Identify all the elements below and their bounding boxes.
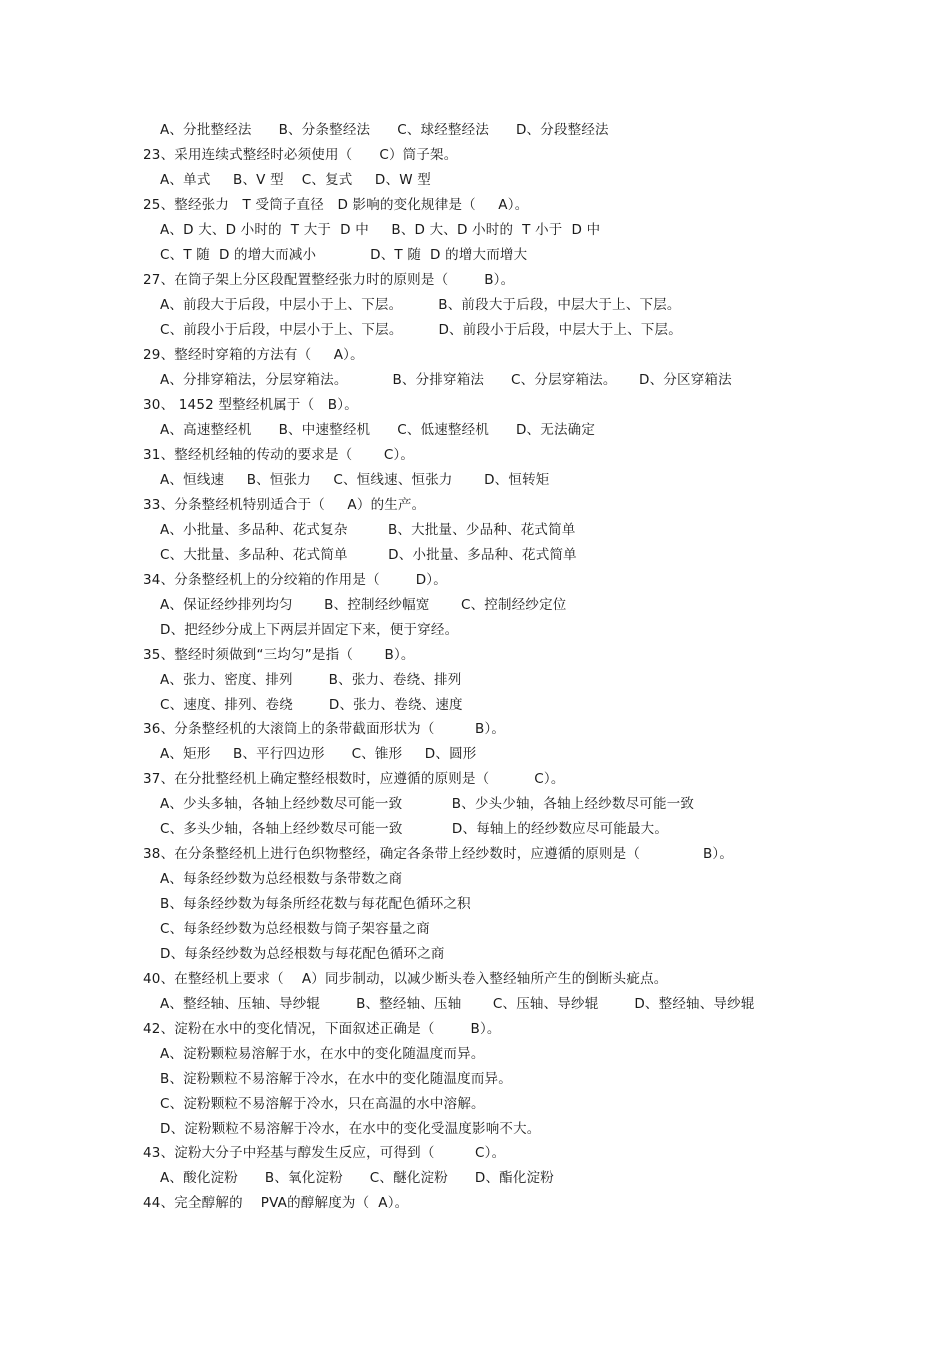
option-line: A、少头多轴，各轴上经纱数尽可能一致 B、少头少轴，各轴上经纱数尽可能一致: [160, 796, 695, 812]
option-line: A、分排穿箱法，分层穿箱法。 B、分排穿箱法 C、分层穿箱法。 D、分区穿箱法: [160, 372, 732, 388]
option-line: A、恒线速 B、恒张力 C、恒线速、恒张力 D、恒转矩: [160, 472, 550, 488]
option-line: A、矩形 B、平行四边形 C、锥形 D、圆形: [160, 746, 477, 762]
question-line: 40、在整经机上要求（ A）同步制动，以减少断头卷入整经轴所产生的倒断头疵点。: [143, 971, 668, 987]
question-line: 43、淀粉大分子中羟基与醇发生反应，可得到（ C）。: [143, 1145, 506, 1161]
question-line: 44、完全醇解的 PVA的醇解度为（ A）。: [143, 1195, 409, 1211]
option-line: C、每条经纱数为总经根数与筒子架容量之商: [160, 921, 430, 937]
question-line: 42、淀粉在水中的变化情况，下面叙述正确是（ B）。: [143, 1021, 501, 1037]
question-line: 34、分条整经机上的分绞箱的作用是（ D）。: [143, 572, 447, 588]
question-line: 30、 1452 型整经机属于（ B）。: [143, 397, 358, 413]
question-line: 35、整经时须做到“三均匀”是指（ B）。: [143, 647, 415, 663]
option-line: A、淀粉颗粒易溶解于水，在水中的变化随温度而异。: [160, 1046, 485, 1062]
option-line: C、大批量、多品种、花式简单 D、小批量、多品种、花式简单: [160, 547, 577, 563]
question-line: 36、分条整经机的大滚筒上的条带截面形状为（ B）。: [143, 721, 506, 737]
option-line: A、整经轴、压轴、导纱辊 B、整经轴、压轴 C、压轴、导纱辊 D、整经轴、导纱辊: [160, 996, 755, 1012]
option-line: C、多头少轴，各轴上经纱数尽可能一致 D、每轴上的经纱数应尽可能最大。: [160, 821, 669, 837]
option-line: A、分批整经法 B、分条整经法 C、球经整经法 D、分段整经法: [160, 122, 609, 138]
question-line: 25、整经张力 T 受筒子直径 D 影响的变化规律是（ A）。: [143, 197, 529, 213]
option-line: A、前段大于后段，中层小于上、下层。 B、前段大于后段，中层大于上、下层。: [160, 297, 681, 313]
option-line: B、淀粉颗粒不易溶解于冷水，在水中的变化随温度而异。: [160, 1071, 512, 1087]
option-line: C、T 随 D 的增大而减小 D、T 随 D 的增大而增大: [160, 247, 528, 263]
option-line: C、速度、排列、卷绕 D、张力、卷绕、速度: [160, 697, 463, 713]
option-line: A、保证经纱排列均匀 B、控制经纱幅宽 C、控制经纱定位: [160, 597, 567, 613]
question-line: 37、在分批整经机上确定整经根数时，应遵循的原则是（ C）。: [143, 771, 565, 787]
question-line: 23、采用连续式整经时必须使用（ C）筒子架。: [143, 147, 458, 163]
question-line: 29、整经时穿箱的方法有（ A）。: [143, 347, 364, 363]
option-line: A、每条经纱数为总经根数与条带数之商: [160, 871, 403, 887]
option-line: A、高速整经机 B、中速整经机 C、低速整经机 D、无法确定: [160, 422, 596, 438]
option-line: D、每条经纱数为总经根数与每花配色循环之商: [160, 946, 445, 962]
question-line: 38、在分条整经机上进行色织物整经，确定各条带上经纱数时，应遵循的原则是（ B）。: [143, 846, 734, 862]
option-line: C、淀粉颗粒不易溶解于冷水，只在高温的水中溶解。: [160, 1096, 485, 1112]
option-line: D、把经纱分成上下两层并固定下来，便于穿经。: [160, 622, 459, 638]
option-line: B、每条经纱数为每条所经花数与每花配色循环之积: [160, 896, 471, 912]
question-line: 33、分条整经机特别适合于（ A）的生产。: [143, 497, 426, 513]
option-line: D、淀粉颗粒不易溶解于冷水，在水中的变化受温度影响不大。: [160, 1121, 541, 1137]
question-line: 27、在筒子架上分区段配置整经张力时的原则是（ B）。: [143, 272, 515, 288]
question-line: 31、整经机经轴的传动的要求是（ C）。: [143, 447, 415, 463]
option-line: A、酸化淀粉 B、氧化淀粉 C、醚化淀粉 D、酯化淀粉: [160, 1170, 554, 1186]
option-line: A、单式 B、V 型 C、复式 D、W 型: [160, 172, 431, 188]
option-line: A、小批量、多品种、花式复杂 B、大批量、少品种、花式简单: [160, 522, 576, 538]
option-line: C、前段小于后段，中层小于上、下层。 D、前段小于后段，中层大于上、下层。: [160, 322, 682, 338]
option-line: A、张力、密度、排列 B、张力、卷绕、排列: [160, 672, 462, 688]
option-line: A、D 大、D 小时的 T 大于 D 中 B、D 大、D 小时的 T 小于 D 中: [160, 222, 601, 238]
